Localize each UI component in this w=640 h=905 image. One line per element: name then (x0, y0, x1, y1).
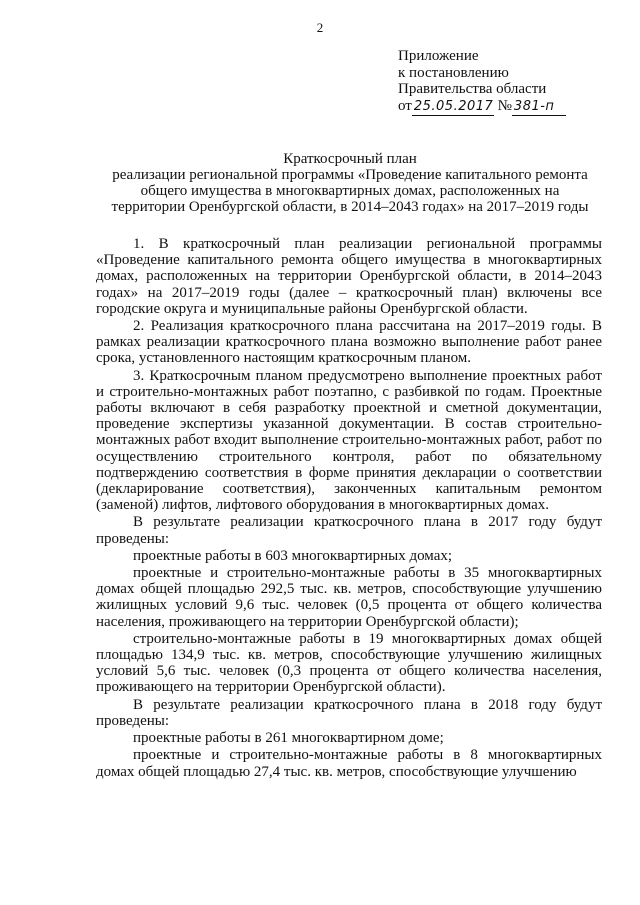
paragraph-3: 3. Краткосрочным планом предусмотрено выполнение проектных работ и строительно-монтажных работ поэтапно, с разбивкой по годам. Проектные работы включают в себя разработку проектной и сметной документации, проведение экспертизы указанной документации. В состав строительно-монтажных работ входит выполнение строительно-монтажных работ, работ по осуществлению строительного контроля, работ по обязательному подтверждению соответствия в форме принятия декларации о соответствии (декларирование соответствия), законченных капитальным ремонтом (заменой) лифтов, лифтового оборудования в многоквартирных домах. (96, 367, 602, 514)
from-label: от (398, 97, 412, 114)
paragraph-1: 1. В краткосрочный план реализации региональной программы «Проведение капитального ремонта общего имущества в многоквартирных домах, расположенных на территории Оренбургской области, в 2014–2043 годах» на 2017–2019 годы (далее – краткосрочный план) включены все городские округа и муниципальные районы Оренбургской области. (96, 236, 602, 317)
paragraph-5: проектные работы в 603 многоквартирных домах; (133, 547, 453, 564)
appendix-line-3: Правительства области (398, 81, 547, 97)
paragraph-7: строительно-монтажные работы в 19 многоквартирных домах общей площадью 134,9 тыс. кв. метров, способствующие улучшению жилищных условий 5,6 тыс. человек (0,3 процента от общего количества населения, проживающего на территории Оренбургской области). (96, 630, 602, 696)
document-title (100, 151, 600, 215)
paragraph-9: проектные работы в 261 многоквартирном доме; (133, 730, 444, 747)
title-line-4: территории Оренбургской области, в 2014–2043 годах» на 2017–2019 годы (111, 199, 589, 215)
appendix-line-2: к постановлению (398, 64, 509, 81)
page-number: 2 (316, 20, 324, 35)
paragraph-4: В результате реализации краткосрочного плана в 2017 году будут проведены: (96, 514, 602, 547)
paragraph-10: проектные и строительно-монтажные работы в 8 многоквартирных домах общей площадью 27,4 тыс. кв. метров, способствующие улучшению (96, 747, 602, 780)
handwritten-date: 25.05.2017 (412, 99, 494, 117)
title-line-1: Краткосрочный план (283, 151, 417, 167)
paragraph-6: проектные и строительно-монтажные работы в 35 многоквартирных домах общей площадью 292,5 тыс. кв. метров, способствующие улучшению жилищных условий 9,6 тыс. человек (0,5 процента от общего количества населения, проживающего на территории Оренбургской области); (96, 565, 602, 630)
document-body (96, 236, 602, 781)
appendix-line-1: Приложение (398, 48, 479, 64)
number-label: № (497, 97, 512, 114)
handwritten-number: 381-п (512, 99, 566, 117)
paragraph-8: В результате реализации краткосрочного плана в 2018 году будут проведены: (96, 696, 602, 729)
appendix-block (398, 48, 618, 116)
title-line-3: общего имущества в многоквартирных домах, расположенных на (140, 183, 560, 199)
appendix-date-line (398, 98, 618, 117)
title-line-2: реализации региональной программы «Проведение капитального ремонта (112, 167, 588, 183)
paragraph-2: 2. Реализация краткосрочного плана рассчитана на 2017–2019 годы. В рамках реализации краткосрочного плана возможно выполнение работ ранее срока, установленного настоящим краткосрочным планом. (96, 318, 602, 367)
